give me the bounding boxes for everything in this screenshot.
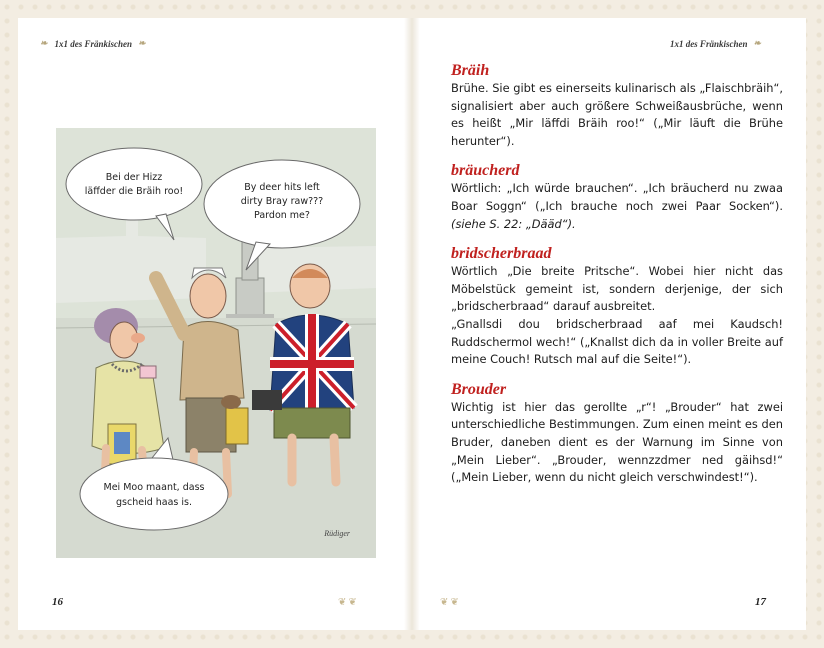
entry-text-main: Wörtlich: „Ich würde brauchen“. „Ich bräucherd nu zwaa Boar Soggn“ („Ich brauche noch zwei Paar Socken“). (451, 181, 783, 213)
entry-example: „Gnallsdi dou bridscherbraad aaf mei Kaudsch! Ruddschermol wech!“ („Knallst dich da in voller Breite auf meine Couch! Rutsch mal auf die Seite!“). (451, 316, 783, 367)
running-head-right (670, 38, 762, 49)
entry-braeih (451, 62, 783, 150)
running-head-text: 1x1 des Fränkischen (669, 38, 748, 49)
page-number-right: 17 (755, 596, 766, 608)
cartoon-illustration (56, 128, 376, 558)
entry-text: Brühe. Sie gibt es einerseits kulinarisch als „Flaischbräih“, signalisiert aber auch größere Schweißausbrüche, wenn es heißt „Mir läffdi Bräih roo!“ („Mir läuft die Brühe herunter“). (451, 81, 783, 148)
entry-text: Wörtlich „Die breite Pritsche“. Wobei hier nicht das Möbelstück gemeint ist, sondern derjenige, der sich „bridscherbraad“ darauf ausbreitet. (451, 264, 783, 314)
bubble-2-line-1: By deer hits left (244, 182, 320, 193)
bubble-2-line-3: Pardon me? (254, 210, 310, 221)
artist-signature: Rüdiger (324, 529, 350, 538)
entry-text: Wichtig ist hier das gerollte „r“! „Brouder“ hat zwei unterschiedliche Bestimmungen. Zum einen meint es den Bruder, daneben dient es der Warnung im Sinne von „Mein Lieber“. „Brouder, wennzzdmer ned gäihsd!“ („Mein Lieber, wenn du nicht gleich verschwindest!“). (451, 399, 783, 485)
bubble-3-line-1: Mei Moo maant, dass (103, 482, 205, 493)
footer-ornament-icon: ❦❦ (338, 597, 359, 608)
bubble-3-line-2: gscheid haas is. (116, 497, 192, 508)
left-page (18, 18, 404, 630)
dictionary-entries (451, 62, 783, 499)
headword: bräucherd (451, 162, 520, 180)
entry-brouder (451, 381, 783, 487)
headword: Bräih (451, 62, 490, 79)
entry-text (451, 180, 783, 233)
bubble-2-line-2: dirty Bray raw??? (240, 196, 324, 207)
running-head-left (40, 38, 147, 49)
ornament-icon: ❧ (138, 38, 147, 48)
cross-reference: (siehe S. 22: „Dääd“). (451, 216, 576, 231)
bubble-1-line-1: Bei der Hizz (105, 172, 163, 183)
headword: bridscherbraad (451, 245, 552, 263)
right-page (420, 18, 806, 630)
book-gutter (404, 18, 420, 630)
page-number-left: 16 (52, 596, 63, 608)
bubble-1-line-2: läffder die Bräih roo! (84, 186, 184, 197)
footer-ornament-icon: ❦❦ (440, 597, 461, 608)
entry-braeucherd (451, 162, 783, 233)
ornament-icon: ❧ (753, 38, 762, 48)
entry-bridscherbraad (451, 245, 783, 369)
headword: Brouder (451, 380, 507, 398)
running-head-text: 1x1 des Fränkischen (54, 38, 133, 49)
ornament-icon: ❧ (40, 38, 49, 48)
